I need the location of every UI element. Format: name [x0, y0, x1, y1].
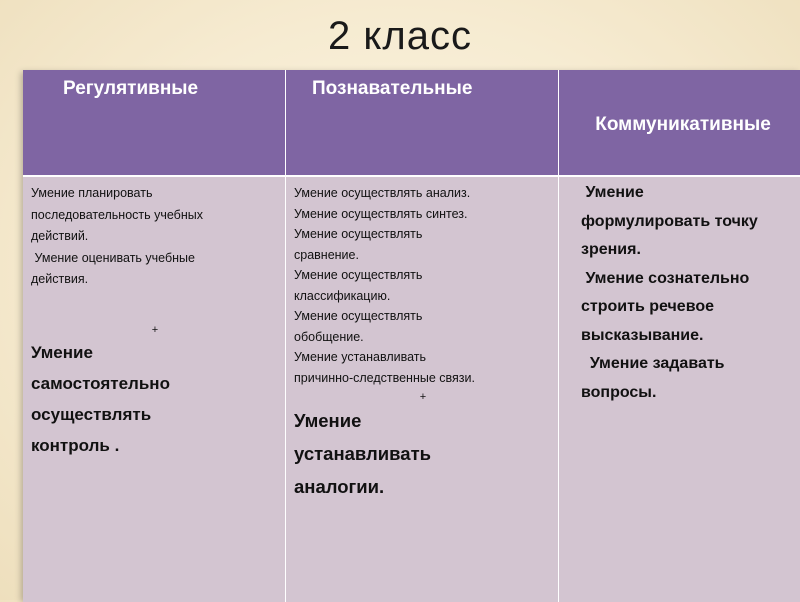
communicative-line: Умение задавать	[581, 355, 725, 372]
communicative-skills-list	[559, 179, 794, 407]
regulative-plus-sign: +	[151, 323, 159, 336]
cognitive-line: Умение осуществлять синтез.	[294, 206, 468, 221]
cell-regulative	[23, 177, 285, 602]
competencies-table	[23, 70, 800, 600]
cognitive-line: Умение осуществлять	[294, 227, 423, 241]
cognitive-line: Умение устанавливать	[294, 350, 427, 364]
communicative-line: Умение сознательно	[581, 269, 750, 287]
regulative-line: действия.	[31, 272, 89, 286]
header-cell-communicative	[558, 70, 800, 175]
table-body-row	[23, 175, 800, 602]
cognitive-skills-list	[294, 183, 552, 388]
regulative-skills-list	[31, 183, 279, 291]
cognitive-highlight	[294, 404, 552, 503]
header-label-communicative: Коммуникативные	[595, 114, 771, 135]
regulative-highlight-line: самостоятельно	[31, 373, 170, 393]
cognitive-line: Умение осуществлять	[294, 309, 423, 323]
regulative-highlight-line: Умение	[31, 342, 93, 362]
cognitive-highlight-line: Умение	[294, 410, 362, 431]
header-label-cognitive: Познавательные	[312, 78, 473, 99]
regulative-highlight	[31, 337, 279, 461]
table-header-row	[23, 70, 800, 175]
cognitive-line: классификацию.	[294, 288, 391, 303]
communicative-line: формулировать точку	[581, 212, 758, 230]
cognitive-plus-sign: +	[419, 391, 427, 403]
header-cell-regulative	[23, 70, 285, 175]
regulative-highlight-line: контроль .	[31, 435, 120, 455]
header-cell-cognitive	[285, 70, 559, 175]
regulative-line: последовательность учебных	[31, 207, 203, 222]
communicative-line: Умение	[581, 184, 644, 201]
cognitive-line: обобщение.	[294, 329, 364, 344]
cognitive-line: сравнение.	[294, 247, 359, 262]
communicative-line: высказывание.	[581, 326, 704, 344]
cognitive-highlight-line: устанавливать	[294, 443, 432, 464]
communicative-line: зрения.	[581, 241, 641, 258]
slide-title: 2 класс	[328, 14, 472, 58]
communicative-line: строить речевое	[581, 298, 714, 315]
header-label-regulative: Регулятивные	[63, 78, 199, 99]
communicative-line: вопросы.	[581, 383, 657, 401]
regulative-highlight-line: осуществлять	[31, 404, 152, 424]
cognitive-line: причинно-следственные связи.	[294, 370, 475, 385]
cell-cognitive	[285, 177, 558, 602]
regulative-line: Умение планировать	[31, 186, 153, 200]
cognitive-line: Умение осуществлять анализ.	[294, 186, 471, 200]
cognitive-highlight-line: аналогии.	[294, 476, 385, 497]
regulative-line: действий.	[31, 229, 89, 243]
cell-communicative	[558, 177, 800, 602]
cognitive-line: Умение осуществлять	[294, 268, 423, 282]
regulative-line: Умение оценивать учебные	[31, 250, 195, 265]
